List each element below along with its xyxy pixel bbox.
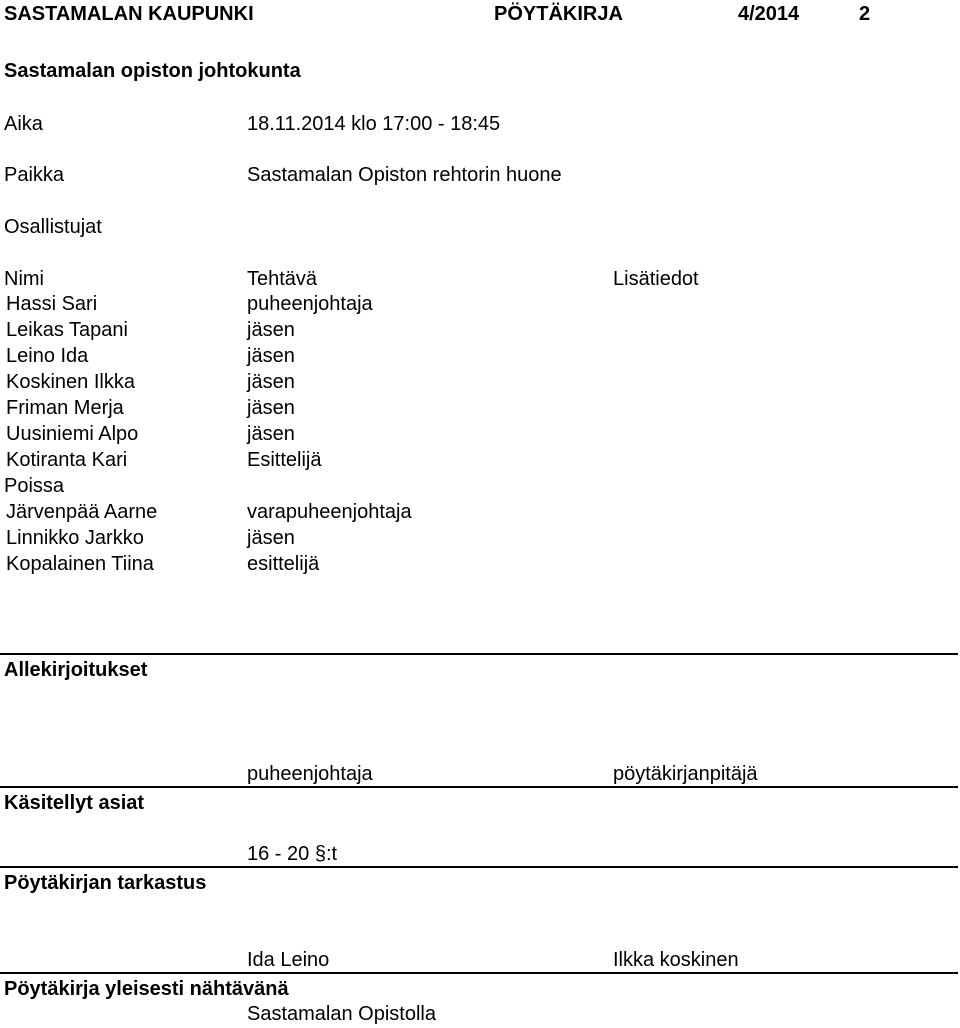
chair-signature-label: puheenjohtaja	[247, 763, 373, 785]
attendee-role: jäsen	[247, 371, 295, 393]
attendee-name: Kotiranta Kari	[6, 449, 128, 471]
absent-role: varapuheenjohtaja	[247, 501, 412, 523]
section-divider	[0, 786, 958, 788]
absent-role: esittelijä	[247, 553, 320, 575]
signatures-label: Allekirjoitukset	[4, 659, 148, 681]
column-name-header: Nimi	[4, 268, 44, 290]
attendee-role: puheenjohtaja	[247, 293, 373, 315]
column-info-header: Lisätiedot	[613, 268, 699, 290]
section-divider	[0, 866, 958, 868]
secretary-signature-label: pöytäkirjanpitäjä	[613, 763, 758, 785]
committee-name: Sastamalan opiston johtokunta	[4, 60, 301, 82]
attendee-name: Leikas Tapani	[6, 319, 128, 341]
handled-items-value: 16 - 20 §:t	[247, 843, 338, 865]
section-divider	[0, 653, 958, 655]
absent-name: Linnikko Jarkko	[6, 527, 144, 549]
attendee-role: jäsen	[247, 319, 295, 341]
reviewer-name: Ida Leino	[247, 949, 330, 971]
attendee-role: Esittelijä	[247, 449, 322, 471]
attendee-name: Uusiniemi Alpo	[6, 423, 139, 445]
attendee-name: Leino Ida	[6, 345, 89, 367]
reviewer-name: Ilkka koskinen	[613, 949, 739, 971]
document-type: PÖYTÄKIRJA	[494, 3, 623, 25]
column-role-header: Tehtävä	[247, 268, 318, 290]
absent-label: Poissa	[4, 475, 65, 497]
attendee-role: jäsen	[247, 423, 295, 445]
attendee-name: Koskinen Ilkka	[6, 371, 135, 393]
attendee-role: jäsen	[247, 345, 295, 367]
review-label: Pöytäkirjan tarkastus	[4, 872, 207, 894]
place-value: Sastamalan Opiston rehtorin huone	[247, 164, 562, 186]
place-label: Paikka	[4, 164, 65, 186]
attendee-name: Friman Merja	[6, 397, 124, 419]
page-number: 2	[859, 3, 871, 25]
organization-name: SASTAMALAN KAUPUNKI	[4, 3, 254, 25]
public-display-value: Sastamalan Opistolla	[247, 1003, 436, 1025]
section-divider	[0, 972, 958, 974]
absent-role: jäsen	[247, 527, 295, 549]
absent-name: Kopalainen Tiina	[6, 553, 154, 575]
attendee-name: Hassi Sari	[6, 293, 98, 315]
attendee-role: jäsen	[247, 397, 295, 419]
time-label: Aika	[4, 113, 43, 135]
time-value: 18.11.2014 klo 17:00 - 18:45	[247, 113, 501, 135]
attendees-label: Osallistujat	[4, 216, 102, 238]
absent-name: Järvenpää Aarne	[6, 501, 158, 523]
handled-items-label: Käsitellyt asiat	[4, 792, 145, 814]
public-display-label: Pöytäkirja yleisesti nähtävänä	[4, 978, 289, 1000]
document-number: 4/2014	[738, 3, 800, 25]
